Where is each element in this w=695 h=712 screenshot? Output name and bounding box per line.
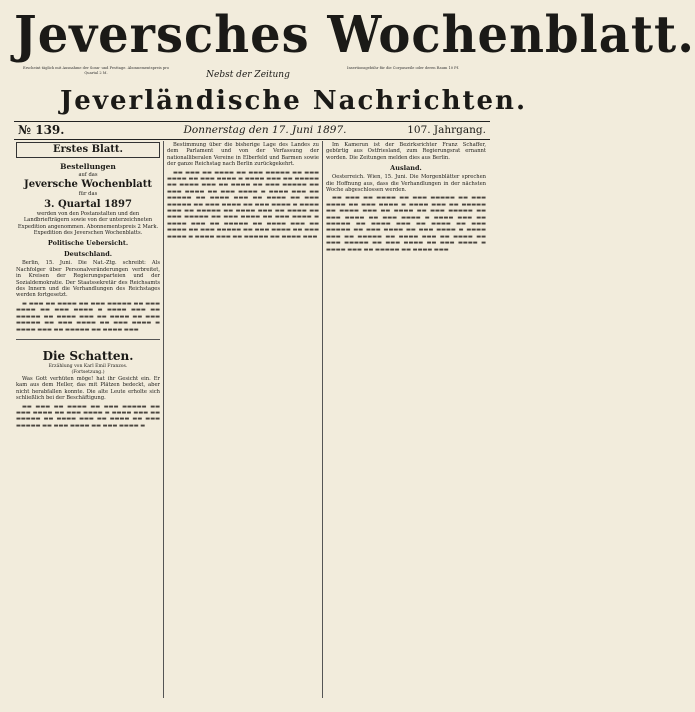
header-rule-bottom bbox=[14, 139, 490, 140]
column-3 bbox=[326, 142, 486, 692]
column-2 bbox=[167, 142, 319, 692]
article-text: Bestimmung über die bisherige Lage des Landes zu dem Parlament und von der Verfassung der nationalliberalen Vereine in Elberfeld und Barmen sowie der ganze Reichstag nach Berlin zurückgekehrt. bbox=[167, 142, 319, 168]
header-rule-top bbox=[14, 121, 490, 122]
subsection-heading: Deutschland. bbox=[63, 250, 113, 259]
section-box-title: Erstes Blatt. bbox=[16, 142, 160, 158]
article-text: Berlin, 15. Juni. Die Nat.-Ztg. schreibt: Als Nachfolger über Personalveränderungen verbreitet, in Kreisen der Regierungsparteien und der Sozialdemokratie. Der Staatssekretär des Reichsamts des Innern und die Verhandlungen des Reichstages werden fortgesetzt. bbox=[16, 260, 160, 299]
order-line: für das bbox=[78, 191, 98, 198]
order-quarter: 3. Quartal 1897 bbox=[44, 198, 132, 210]
issue-year: 107. Jahrgang. bbox=[407, 124, 486, 136]
order-text: werden von den Postanstalten und den Landbriefträgern sowie von der unterzeichneten Expedition angenommen. Abonnementspreis 2 Mark. bbox=[17, 210, 159, 230]
column-1 bbox=[16, 142, 160, 692]
order-paper-title: Jeversche Wochenblatt bbox=[24, 179, 152, 191]
masthead-subtitle: Jeverländische Nachrichten. bbox=[60, 86, 528, 116]
article-text: Oesterreich. Wien, 15. Juni. Die Morgenblätter sprechen die Hoffnung aus, dass die Verhandlungen in der nächsten Woche abgeschlossen werden. bbox=[326, 174, 486, 194]
serial-title: Die Schatten. bbox=[42, 348, 134, 363]
serial-subtitle: Erzählung von Karl Emil Franzos. bbox=[48, 363, 128, 369]
article-text-filler: ▬▬ ▬▬▬ ▬▬ ▬▬▬▬ ▬▬ ▬▬▬ ▬▬▬▬▬ ▬▬ ▬▬▬ ▬▬▬▬ ▬▬ ▬▬▬ ▬▬▬▬ ▬ ▬▬▬▬ ▬▬▬ ▬▬ ▬▬▬▬▬ ▬▬ ▬▬▬▬ ▬▬▬ ▬▬ ▬▬▬▬ ▬▬ ▬▬▬ ▬▬▬▬▬ ▬▬ ▬▬▬ ▬▬▬▬ ▬▬ ▬▬▬ ▬▬▬▬ ▬ ▬▬▬▬ ▬▬▬ ▬▬ ▬▬▬▬▬ ▬▬ ▬▬▬▬ ▬▬▬ ▬▬ ▬▬▬▬ ▬▬ ▬▬▬ ▬▬▬▬▬ ▬▬ ▬▬▬ ▬▬▬▬ ▬▬ ▬▬▬ ▬▬▬▬ ▬ ▬▬▬▬ ▬▬▬ ▬▬ ▬▬▬▬▬ ▬▬ ▬▬▬▬ ▬▬▬ ▬▬ ▬▬▬▬ ▬▬ ▬▬▬ ▬▬▬▬▬ ▬▬ ▬▬▬ ▬▬▬▬ ▬▬ ▬▬▬ ▬▬▬▬ ▬ ▬▬▬▬ ▬▬▬ ▬▬ ▬▬▬▬▬ ▬▬ ▬▬▬▬ ▬▬▬ bbox=[326, 195, 486, 253]
article-text: Im Kamerun ist der Bezirksrichter Franz Schaffer, gebürtig aus Ostfriesland, zum Regierungsrat ernannt worden. Die Zeitungen melden dies aus Berlin. bbox=[326, 142, 486, 161]
masthead-title: Jeversches Wochenblatt. bbox=[14, 5, 695, 65]
serial-text-filler: ▬▬ ▬▬▬ ▬▬ ▬▬▬▬ ▬▬ ▬▬▬ ▬▬▬▬▬ ▬▬ ▬▬▬ ▬▬▬▬ ▬▬ ▬▬▬ ▬▬▬▬ ▬ ▬▬▬▬ ▬▬▬ ▬▬ ▬▬▬▬▬ ▬▬ ▬▬▬▬ ▬▬▬ ▬▬ ▬▬▬▬ ▬▬ ▬▬▬ ▬▬▬▬▬ ▬▬ ▬▬▬ ▬▬▬▬ ▬▬ ▬▬▬ ▬▬▬▬ ▬ bbox=[16, 403, 160, 429]
column-divider bbox=[322, 141, 323, 698]
header-right-note: Insertionsgebühr für die Corpuszeile oder deren Raum 10 Pf. bbox=[347, 66, 459, 70]
header-center-note: Nebst der Zeitung bbox=[206, 70, 290, 80]
issue-number: № 139. bbox=[18, 123, 65, 137]
order-signature: Expedition des Jeverschen Wochenblatts. bbox=[33, 230, 143, 237]
serial-text: Was Gott verhüten möge! hat ihr Gesicht ein. Er kam aus dem Heller, das mit Plätzen bedeckt, aber nicht herabfallen konnte. Die alte Leute erholte sich schließlich bei der Beschäftigung. bbox=[16, 375, 160, 402]
section-heading: Ausland. bbox=[390, 164, 422, 173]
header-left-note: Erscheint täglich mit Ausnahme der Sonn- und Festtage. Abonnementspreis pro Quartal 2 M. bbox=[22, 66, 170, 75]
issue-date: Donnerstag den 17. Juni 1897. bbox=[183, 124, 347, 136]
order-line: auf das bbox=[78, 172, 98, 178]
column-divider bbox=[163, 141, 164, 698]
article-text-filler: ▬ ▬▬▬ ▬▬ ▬▬▬▬ ▬▬ ▬▬▬ ▬▬▬▬▬ ▬▬ ▬▬▬ ▬▬▬▬ ▬▬ ▬▬▬ ▬▬▬▬ ▬ ▬▬▬▬ ▬▬▬ ▬▬ ▬▬▬▬▬ ▬▬ ▬▬▬▬ ▬▬▬ ▬▬ ▬▬▬▬ ▬▬ ▬▬▬ ▬▬▬▬▬ ▬▬ ▬▬▬ ▬▬▬▬ ▬▬ ▬▬▬ ▬▬▬▬ ▬ ▬▬▬▬ ▬▬▬ ▬▬ ▬▬▬▬▬ ▬▬ ▬▬▬▬ ▬▬▬ bbox=[16, 300, 160, 333]
serial-continuation: (Fortsetzung.) bbox=[71, 369, 105, 375]
article-text-filler: ▬▬ ▬▬▬ ▬▬ ▬▬▬▬ ▬▬ ▬▬▬ ▬▬▬▬▬ ▬▬ ▬▬▬ ▬▬▬▬ ▬▬ ▬▬▬ ▬▬▬▬ ▬ ▬▬▬▬ ▬▬▬ ▬▬ ▬▬▬▬▬ ▬▬ ▬▬▬▬ ▬▬▬ ▬▬ ▬▬▬▬ ▬▬ ▬▬▬ ▬▬▬▬▬ ▬▬ ▬▬▬ ▬▬▬▬ ▬▬ ▬▬▬ ▬▬▬▬ ▬ ▬▬▬▬ ▬▬▬ ▬▬ ▬▬▬▬▬ ▬▬ ▬▬▬▬ ▬▬▬ ▬▬ ▬▬▬▬ ▬▬ ▬▬▬ ▬▬▬▬▬ ▬▬ ▬▬▬ ▬▬▬▬ ▬▬ ▬▬▬ ▬▬▬▬ ▬ ▬▬▬▬ ▬▬▬ ▬▬ ▬▬▬▬▬ ▬▬ ▬▬▬▬ ▬▬▬ ▬▬ ▬▬▬▬ ▬▬ ▬▬▬ ▬▬▬▬▬ ▬▬ ▬▬▬ ▬▬▬▬ ▬▬ ▬▬▬ ▬▬▬▬ ▬ ▬▬▬▬ ▬▬▬ ▬▬ ▬▬▬▬▬ ▬▬ ▬▬▬▬ ▬▬▬ ▬▬ ▬▬▬▬ ▬▬ ▬▬▬ ▬▬▬▬▬ ▬▬ ▬▬▬ ▬▬▬▬ ▬▬ ▬▬▬ ▬▬▬▬ ▬ ▬▬▬▬ ▬▬▬ ▬▬ ▬▬▬▬▬ ▬▬ ▬▬▬▬ ▬▬▬ bbox=[167, 169, 319, 240]
section-heading: Politische Uebersicht. bbox=[47, 239, 129, 248]
order-line: Bestellungen bbox=[60, 162, 116, 171]
